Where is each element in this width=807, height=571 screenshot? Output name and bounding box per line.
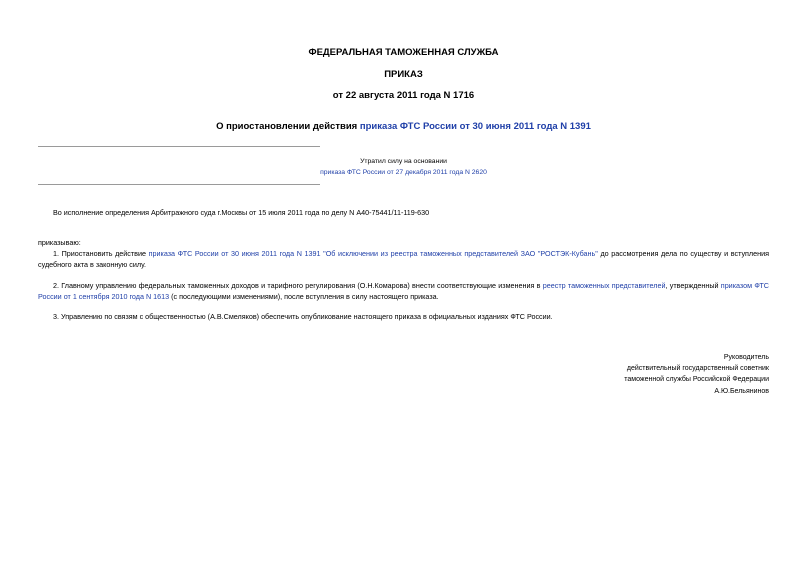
document-title bbox=[0, 121, 807, 132]
item-2-suffix: (с последующими изменениями), после вступления в силу настоящего приказа. bbox=[169, 292, 439, 301]
signature-rank: действительный государственный советник bbox=[626, 365, 769, 373]
item-1-prefix: 1. Приостановить действие bbox=[53, 249, 149, 258]
divider-bottom bbox=[38, 184, 320, 185]
item-1-order-link[interactable]: приказа ФТС России от 30 июня 2011 года N 1391 "Об исключении из реестра таможенных представителей ЗАО "РОСТЭК-Кубань" bbox=[148, 249, 598, 258]
title-order-link[interactable]: приказа ФТС России от 30 июня 2011 года N 1391 bbox=[359, 121, 591, 132]
document-date-number: от 22 августа 2011 года N 1716 bbox=[332, 90, 475, 101]
item-2-prefix: 2. Главному управлению федеральных таможенных доходов и тарифного регулирования (О.Н.Комарова) внести соответствующие изменения в bbox=[53, 281, 543, 290]
item-3: 3. Управлению по связям с общественностью (А.В.Смеляков) обеспечить опубликование настоящего приказа в официальных изданиях ФТС России. bbox=[53, 312, 553, 321]
item-1 bbox=[38, 248, 769, 270]
registry-link[interactable]: реестр таможенных представителей bbox=[542, 281, 666, 290]
item-1-suffix: до рассмотрения дела по существу и вступления судебного акта в законную силу. bbox=[38, 249, 769, 269]
agency-name: ФЕДЕРАЛЬНАЯ ТАМОЖЕННАЯ СЛУЖБА bbox=[308, 47, 499, 58]
signature-position: Руководитель bbox=[723, 354, 769, 361]
item-2 bbox=[38, 280, 769, 302]
divider-top bbox=[38, 146, 320, 147]
preamble: Во исполнение определения Арбитражного суда г.Москвы от 15 июля 2011 года по делу N А40-75441/11-119-630 bbox=[53, 208, 430, 217]
status-note-text: Утратил силу на основании bbox=[360, 158, 447, 165]
repeal-order-link[interactable]: приказа ФТС России от 27 декабря 2011 года N 2620 bbox=[320, 169, 487, 176]
document-type: ПРИКАЗ bbox=[384, 69, 423, 80]
item-2-middle: , утвержденный bbox=[665, 281, 721, 290]
signature-service: таможенной службы Российской Федерации bbox=[624, 376, 769, 384]
order-word: приказываю: bbox=[38, 238, 81, 247]
status-note-line2 bbox=[0, 169, 807, 176]
document-title-prefix: О приостановлении действия bbox=[216, 121, 360, 132]
signature-name: А.Ю.Бельянинов bbox=[714, 387, 769, 395]
order-1613-link[interactable]: приказом ФТС России от 1 сентября 2010 года N 1613 bbox=[38, 281, 769, 301]
signature-block bbox=[624, 352, 769, 397]
